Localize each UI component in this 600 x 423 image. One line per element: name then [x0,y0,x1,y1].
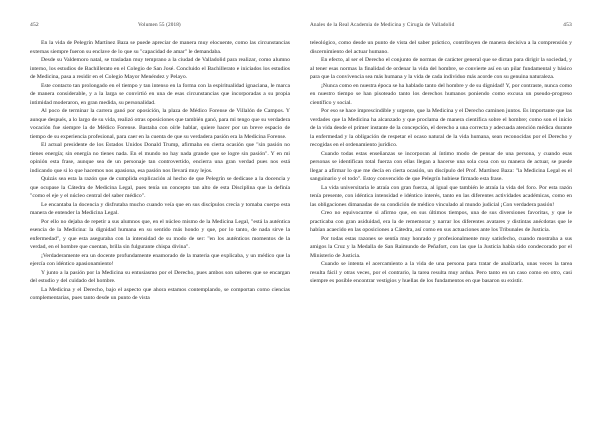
page-number: 452 [30,22,39,28]
page-number: 453 [563,22,572,28]
paragraph: Por ello no dejaba de repetir a sus alumnos que, en el núcleo mismo de la Medicina Legal, "está la auténtica esencia de la Medicina: la dignidad humana en su sentido más hondo y que, por lo tanto, de nada sirve la enfermedad", y que esta aseguraba con la intensidad de su modo de ser: "en los auténticos momentos de la verdad, en el hombre que cuentan, brilla sin fulgurante chispa divina". [30,218,290,250]
running-head: Volumen 55 (2018) [138,22,181,28]
right-page [300,0,600,423]
right-page-body [310,39,572,286]
paragraph: Al poco de terminar la carrera ganó por oposición, la plaza de Médico Forense de Villalón de Campos. Y aunque después, a lo largo de su vida, realizó otras oposiciones que también ganó, para mi tengo que su verdadera vocación fue siempre la de Médico Forense. Bastaba con oírle hablar, quiere hacer por un breve espacio de tiempo de su experiencia profesional, para caer en la cuenta de que su verdadera pasión era la Medicina Forense. [30,108,290,140]
paragraph: teleológico, como desde un punto de vista del saber práctico, contribuyen de manera decisiva a la comprensión y discernimiento del actuar humano. [310,40,572,55]
paragraph: ¡Verdaderamente era un docente profundamente enamorado de la materia que explicaba, y un médico que la ejercía con idéntico apasionamiento! [30,252,290,267]
paragraph: La Medicina y el Derecho, bajo el aspecto que ahora estamos contemplando, se comportan como ciencias complementarias, pues tanto desde un punto de vista [30,286,290,301]
left-page-body [30,39,290,303]
paragraph: Quizás sea esta la razón que de cumplida explicación al hecho de que Pelegrín se dedicase a la docencia y que ocupase la Cátedra de Medicina Legal, pues tenía un concepto tan alto de esta Disciplina que la definía "como el eje y el núcleo central del saber médico". [30,176,290,199]
paragraph: Cuando se intenta el acercamiento a la vida de una persona para tratar de analizarla, unas veces la tarea resulta fácil y otras veces, por el contrario, la tarea resulta muy ardua. Pero tanto en un caso como en otro, casi siempre es posible encontrar vestigios y huellas de los fundamentos en que basaron su existir. [310,261,572,284]
running-head: Anales de la Real Academia de Medicina y Cirugía de Valladolid [310,22,455,28]
paragraph: Este contacto tan prolongado en el tiempo y tan intenso en la forma con la espiritualidad ignaciana, le marca de manera considerable, y a la larga se convirtió en una de esas circunstancias que incorporadas a su propia intimidad moderaron, en gran medida, su personalidad. [30,82,290,106]
paragraph: Creo no equivocarme si afirmo que, en sus últimos tiempos, una de sus diversiones favoritas, y que le practicaba con gran asiduidad, era la de rememorar y narrar los diferentes avatares y distintas anécdotas que le habían acaecido en las oposiciones a Cátedra, así como en sus actuaciones ante los Tribunales de Justicia. [310,210,572,233]
paragraph: Y junto a la pasión por la Medicina su entusiasmo por el Derecho, pues ambos son saberes que se encargan del estudio y del cuidado del hombre. [30,269,290,284]
paragraph: Cuando todas estas enseñanzas se incorporan al íntimo modo de pensar de una persona, y cuando esas personas se identifican total fuerza con ellas llegan a hacerse una sola cosa con su manera de actuar, se puede llegar a afirmar lo que me decía en cierta ocasión, un discípulo del Prof. Martínez Baza: "la Medicina Legal es el sanguinario y el todo". Estoy convencido de que Pelegrín hubiese firmado esta frase. [310,150,572,182]
paragraph: La vida universitaria le atraía con gran fuerza, al igual que también le atraía la vida del foro. Por esta razón tenía presente, con idéntica intensidad e idéntico interés, tanto en las diferentes actividades académicas, como en las obligaciones dimanadas de su condición de médico vinculado al mundo judicial ¡Con verdadera pasión! [310,184,572,208]
paragraph: Por todas estas razones se sentía muy honrado y profesionalmente muy satisfecho, cuando mostraba a sus amigos la Cruz y la Medalla de San Raimundo de Peñafort, con las que la Justicia había sido condecorado por el Ministerio de Justicia. [310,235,572,259]
paragraph: ¡Nunca como en nuestra época se ha hablado tanto del hombre y de su dignidad! Y, por contraste, nunca como en nuestro tiempo se han pisoteado tanto los derechos humanos poniendo como excusa un pseudo-progreso científico y social. [310,82,572,106]
paragraph: En la vida de Pelegrín Martínez Baza se puede apreciar de manera muy elocuente, como las circunstancias externas siempre fueron su enclave de lo que su "capacidad de amar" le demandaba. [30,40,290,55]
paragraph: Desde su Valdemoro natal, se trasladan muy temprano a la ciudad de Valladolid para realizar, como alumno interno, los estudios de Bachillerato en el Colegio de San José. Concluido el Bachillerato e iniciados los estudios de Medicina, pasa a residir en el Colegio Mayor Menéndez y Pelayo. [30,57,290,80]
paragraph: En efecto, al ser el Derecho el conjunto de normas de carácter general que se dictan para dirigir la sociedad, y al tener esas normas la finalidad de ordenar la vida del hombre, se convierte así en un pilar fundamental y básico para que la convivencia sea más humana y la vida de cada individuo más acorde con su genuina naturaleza. [310,57,572,80]
left-page-header [30,22,290,28]
paragraph: Por eso se hace imprescindible y urgente, que la Medicina y el Derecho caminen juntos. Es importante que las verdades que la Medicina ha alcanzado y que proclama de manera científica sobre el hombre; como son el inicio de la vida desde el primer instante de la concepción, el derecho a una correcta y adecuada atención médica durante la enfermedad y la obligación de respetar el ocaso natural de la vida humana, sean reconocidas por el Derecho y recogidas en el ordenamiento jurídico. [310,108,572,148]
right-page-header [310,22,572,28]
paragraph: Le encantaba la docencia y disfrutaba mucho cuando veía que en sus discípulos crecía y tomaba cuerpo esta manera de entender la Medicina Legal. [30,201,290,216]
paragraph: El actual presidente de los Estados Unidos Donald Trump, afirmaba en cierta ocasión que "sin pasión no tienes energía; sin energía no tienes nada. En el mundo no hay nada grande que se logre sin pasión". Y en mi opinión esta frase, aunque sea de un personaje tan controvertido, encierra una gran verdad pues nos está indicando que si lo que hacemos nos apasiona, esa pasión nos llevará muy lejos. [30,142,290,174]
